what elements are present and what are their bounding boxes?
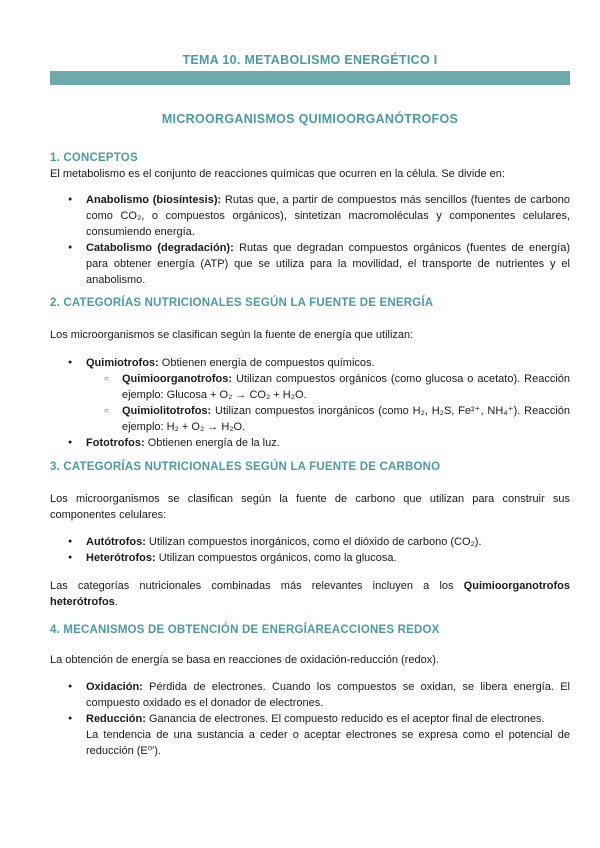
list-item: ● Catabolismo (degradación): Rutas que degradan compuestos orgánicos (fuentes de energía) para obtener energía (ATP) que se utiliza para la movilidad, el transporte de nutrientes y el anabolismo. bbox=[86, 240, 570, 288]
section-heading-carbono: 3. CATEGORÍAS NUTRICIONALES SEGÚN LA FUENTE DE CARBONO bbox=[50, 461, 441, 473]
paragraph: Los microorganismos se clasifican según la fuente de energía que utilizan: bbox=[50, 329, 414, 341]
paragraph: Las categorías nutricionales combinadas más relevantes incluyen a los Quimioorganotrofos heterótrofos. bbox=[50, 580, 570, 608]
document-title: TEMA 10. METABOLISMO ENERGÉTICO I bbox=[182, 53, 438, 67]
sub-list-item: ○ Quimioorganotrofos: Utilizan compuestos orgánicos (como glucosa o acetato). Reacción ejemplo: Glucosa + O₂ → CO₂ + H₂O. bbox=[122, 371, 570, 403]
section-heading-conceptos: 1. CONCEPTOS bbox=[50, 152, 138, 164]
list-item: ● Fototrofos: Obtienen energía de la luz. bbox=[86, 435, 570, 451]
paragraph: La obtención de energía se basa en reacciones de oxidación-reducción (redox). bbox=[50, 654, 439, 666]
bullet-list bbox=[50, 679, 570, 759]
section-heading-energia: 2. CATEGORÍAS NUTRICIONALES SEGÚN LA FUENTE DE ENERGÍA bbox=[50, 297, 434, 309]
bullet-list bbox=[50, 355, 570, 451]
sub-bullet-list bbox=[86, 371, 570, 435]
bullet-list bbox=[50, 534, 570, 566]
sub-list-item: ○ Quimiolitotrofos: Utilizan compuestos inorgánicos (como H₂, H₂S, Fe²⁺, NH₄⁺). Reacción ejemplo: H₂ + O₂ → H₂O. bbox=[122, 403, 570, 435]
page-subtitle: MICROORGANISMOS QUIMIOORGANÓTROFOS bbox=[161, 112, 459, 126]
list-item: ● Quimiotrofos: Obtienen energía de compuestos químicos. ○ Quimioorganotrofos: Utilizan compuestos orgánicos (como glucosa o acetato). Reacción ejemplo: Glucosa + O₂ → CO₂ + H₂O. ○ Quimiolitotrofos: Utilizan compuestos inorgánicos (como H₂, H₂S, Fe²⁺, NH₄⁺). Reacción ejemplo: H₂ + O₂ → H₂O. bbox=[86, 355, 570, 435]
list-item: ● Oxidación: Pérdida de electrones. Cuando los compuestos se oxidan, se libera energía. El compuesto oxidado es el donador de electrones. bbox=[86, 679, 570, 711]
header-bar bbox=[50, 71, 570, 85]
list-item: ● Heterótrofos: Utilizan compuestos orgánicos, como la glucosa. bbox=[86, 550, 570, 566]
list-item: ● Autótrofos: Utilizan compuestos inorgánicos, como el dióxido de carbono (CO₂). bbox=[86, 534, 570, 550]
paragraph: Los microorganismos se clasifican según la fuente de carbono que utilizan para construir sus componentes celulares: bbox=[50, 493, 570, 521]
list-item: ● Anabolismo (biosíntesis): Rutas que, a partir de compuestos más sencillos (fuentes de carbono como CO₂, o compuestos orgánicos), sintetizan macromoléculas y componentes celulares, consumiendo energía. bbox=[86, 192, 570, 240]
list-item: ● Reducción: Ganancia de electrones. El compuesto reducido es el aceptor final de electrones. La tendencia de una sustancia a ceder o aceptar electrones se expresa como el potencial de reducción (E⁰'). bbox=[86, 711, 570, 759]
paragraph: El metabolismo es el conjunto de reacciones químicas que ocurren en la célula. Se divide en: bbox=[50, 168, 505, 180]
bullet-list bbox=[50, 192, 570, 288]
section-heading-redox: 4. MECANISMOS DE OBTENCIÓN DE ENERGÍAREACCIONES REDOX bbox=[50, 624, 440, 636]
document-body bbox=[50, 150, 570, 759]
